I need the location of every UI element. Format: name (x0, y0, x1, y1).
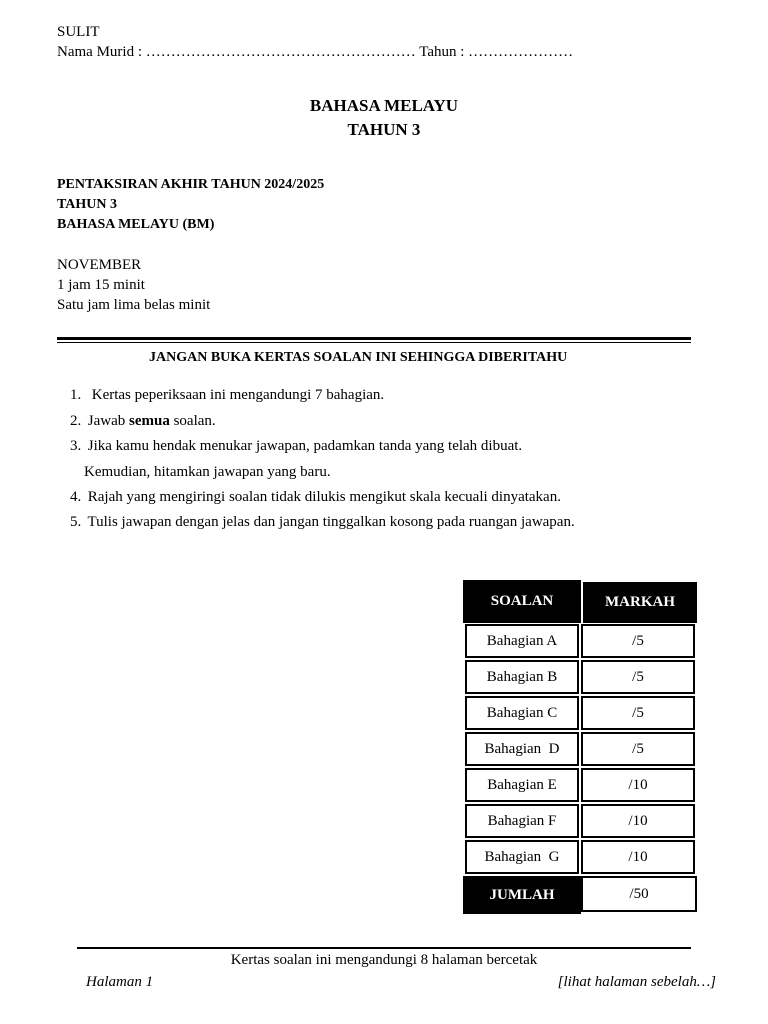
table-row-mark: /5 (581, 624, 695, 658)
instruction-text: Tulis jawapan dengan jelas dan jangan tinggalkan kosong pada ruangan jawapan. (87, 514, 575, 530)
instruction-emphasis: semua (129, 413, 170, 429)
table-row-mark: /10 (581, 804, 695, 838)
exam-duration-words: Satu jam lima belas minit (57, 297, 211, 313)
table-total-mark: /50 (581, 876, 697, 912)
table-row-section: Bahagian A (465, 624, 579, 658)
footer-divider (77, 947, 691, 949)
instruction-text: Jika kamu hendak menukar jawapan, padamkan tanda yang telah dibuat. (87, 438, 523, 454)
table-header-marks: MARKAH (583, 582, 697, 623)
instruction-item (70, 489, 561, 506)
instruction-item (70, 413, 216, 430)
table-row-section: Bahagian D (465, 732, 579, 766)
table-row-section: Bahagian C (465, 696, 579, 730)
table-row-section: Bahagian G (465, 840, 579, 874)
instruction-number: 5. (70, 514, 82, 530)
table-total-label: JUMLAH (463, 876, 581, 914)
instruction-text: Jawab (87, 413, 129, 429)
table-row-section: Bahagian E (465, 768, 579, 802)
exam-month: NOVEMBER (57, 257, 142, 273)
year-title: TAHUN 3 (347, 120, 421, 139)
exam-duration: 1 jam 15 minit (57, 277, 145, 293)
table-row-mark: /5 (581, 732, 695, 766)
instruction-continuation (84, 464, 331, 481)
table-header-question: SOALAN (463, 580, 581, 623)
exam-subject: BAHASA MELAYU (BM) (57, 217, 215, 232)
page-number: Halaman 1 (86, 974, 154, 990)
instruction-item (70, 438, 522, 455)
divider-thin (57, 342, 691, 343)
instruction-text: Kertas peperiksaan ini mengandungi 7 bahagian. (91, 387, 385, 403)
instruction-text: Rajah yang mengiringi soalan tidak dilukis mengikut skala kecuali dinyatakan. (87, 489, 561, 505)
exam-year: TAHUN 3 (57, 197, 118, 212)
table-row-mark: /5 (581, 696, 695, 730)
exam-name: PENTAKSIRAN AKHIR TAHUN 2024/2025 (57, 177, 325, 192)
table-row-section: Bahagian F (465, 804, 579, 838)
instruction-number: 3. (70, 438, 82, 454)
instruction-item (70, 514, 575, 531)
instruction-text: Kemudian, hitamkan jawapan yang baru. (84, 464, 331, 480)
divider-thick (57, 337, 691, 340)
student-name-line: Nama Murid : ……………………………………………… Tahun : ………………… (57, 44, 574, 60)
subject-title: BAHASA MELAYU (309, 96, 459, 115)
footer-note: Kertas soalan ini mengandungi 8 halaman bercetak (230, 952, 538, 968)
classification-label: SULIT (57, 24, 100, 40)
instruction-number: 2. (70, 413, 82, 429)
instruction-text: soalan. (169, 413, 216, 429)
table-row-mark: /10 (581, 840, 695, 874)
warning-text: JANGAN BUKA KERTAS SOALAN INI SEHINGGA DIBERITAHU (149, 350, 568, 365)
instruction-number: 1. (70, 387, 82, 403)
next-page-note: [lihat halaman sebelah…] (557, 974, 716, 990)
instruction-number: 4. (70, 489, 82, 505)
instruction-item (70, 387, 384, 404)
table-row-mark: /5 (581, 660, 695, 694)
table-row-mark: /10 (581, 768, 695, 802)
table-row-section: Bahagian B (465, 660, 579, 694)
marks-table (463, 580, 697, 914)
